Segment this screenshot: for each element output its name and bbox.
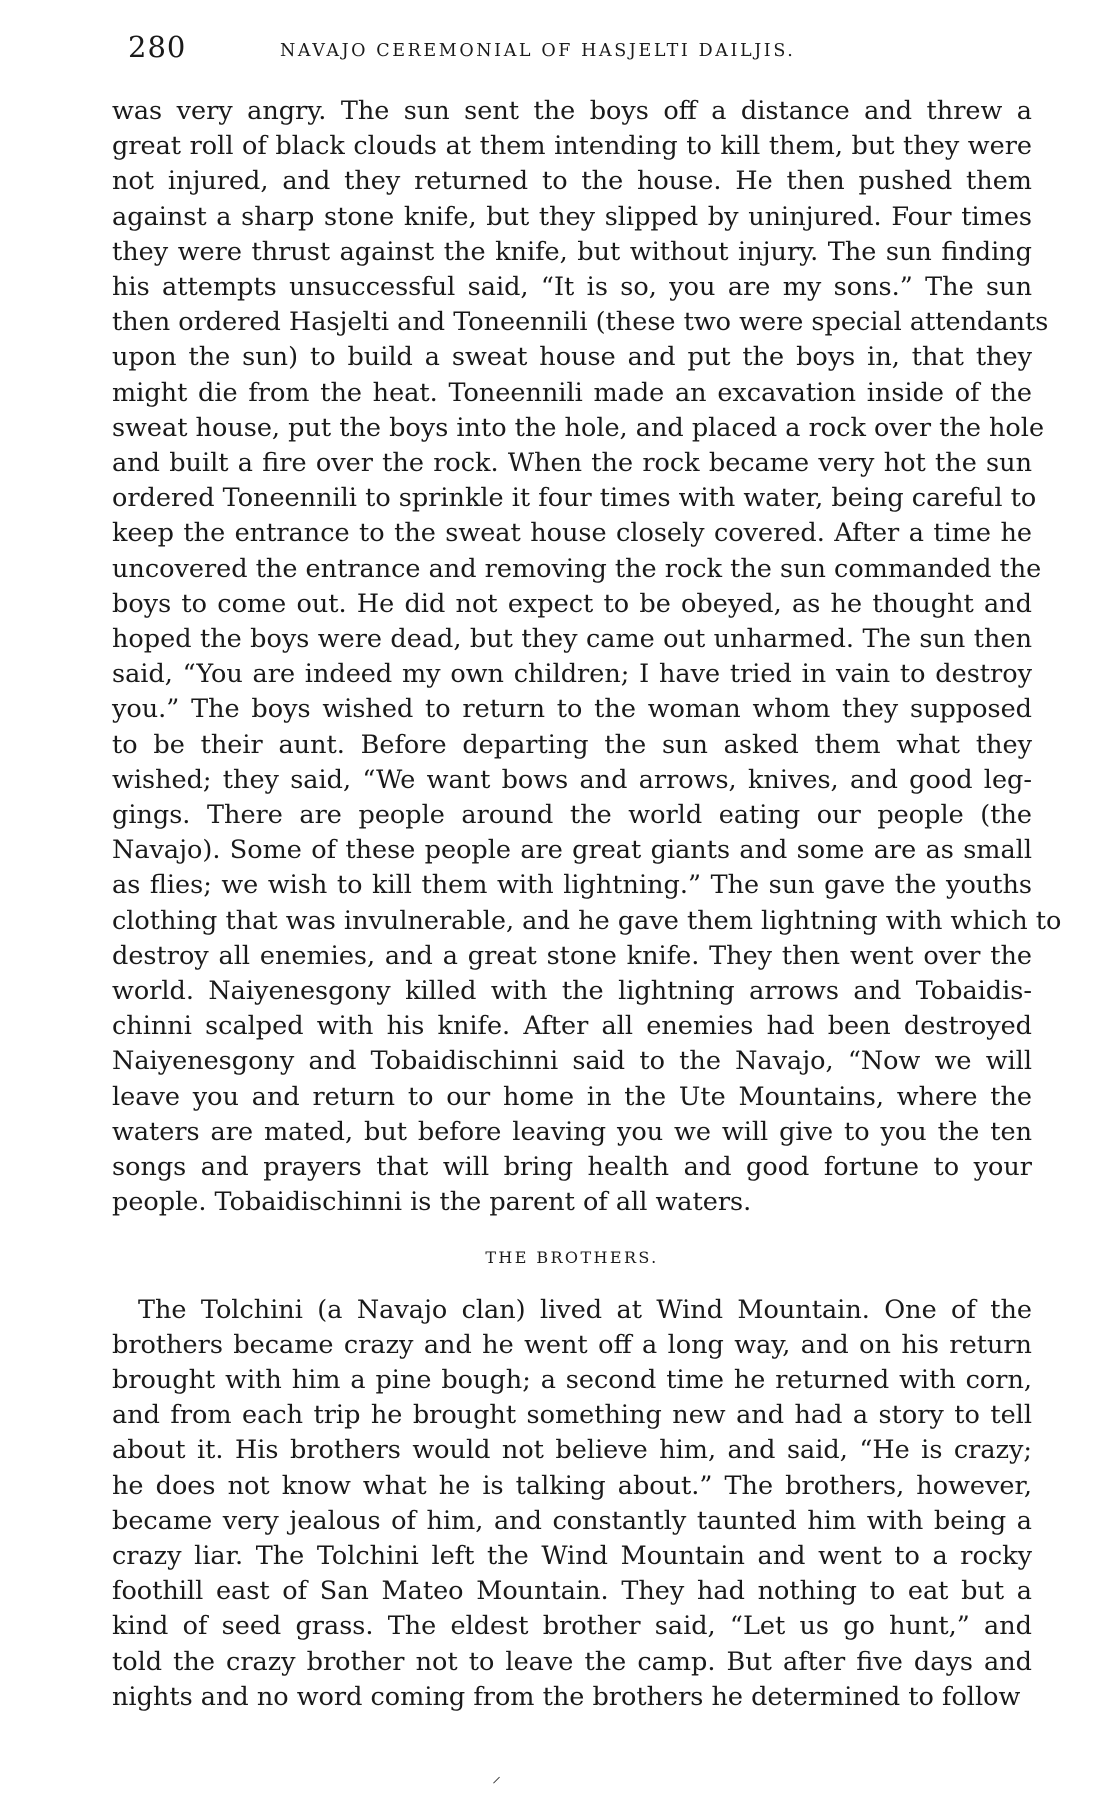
text-line: foothill east of San Mateo Mountain. They had nothing to eat but a bbox=[112, 1576, 1032, 1607]
text-line: they were thrust against the knife, but without injury. The sun finding bbox=[112, 236, 1032, 267]
text-line: clothing that was invulnerable, and he gave them lightning with which to bbox=[112, 905, 1062, 936]
text-line: became very jealous of him, and constantly taunted him with being a bbox=[112, 1505, 1032, 1536]
text-line: boys to come out. He did not expect to be obeyed, as he thought and bbox=[112, 588, 1032, 619]
text-line: and from each trip he brought something new and had a story to tell bbox=[112, 1400, 1032, 1431]
text-line: sweat house, put the boys into the hole, and placed a rock over the hole bbox=[112, 412, 1045, 443]
running-head bbox=[128, 30, 1028, 70]
text-line: upon the sun) to build a sweat house and put the boys in, that they bbox=[112, 342, 1032, 373]
text-line: said, “You are indeed my own children; I have tried in vain to destroy bbox=[112, 659, 1032, 690]
text-line: kind of seed grass. The eldest brother said, “Let us go hunt,” and bbox=[112, 1611, 1032, 1642]
text-line: Naiyenesgony and Tobaidischinni said to the Navajo, “Now we will bbox=[112, 1046, 1032, 1077]
text-line: people. Tobaidischinni is the parent of all waters. bbox=[112, 1187, 752, 1218]
running-title: NAVAJO CEREMONIAL OF HASJELTI DAILJIS. bbox=[280, 41, 796, 61]
page-number: 280 bbox=[128, 30, 187, 64]
text-line: then ordered Hasjelti and Toneennili (these two were special attendants bbox=[112, 307, 1049, 338]
text-line: might die from the heat. Toneennili made an excavation inside of the bbox=[112, 377, 1032, 408]
text-line: great roll of black clouds at them intending to kill them, but they were bbox=[112, 131, 1032, 162]
text-line: waters are mated, but before leaving you we will give to you the ten bbox=[112, 1116, 1032, 1147]
text-line: world. Naiyenesgony killed with the lightning arrows and Tobaidis- bbox=[112, 976, 1032, 1007]
text-line: Navajo). Some of these people are great giants and some are as small bbox=[112, 835, 1032, 866]
text-line: crazy liar. The Tolchini left the Wind Mountain and went to a rocky bbox=[112, 1540, 1032, 1571]
text-line: keep the entrance to the sweat house closely covered. After a time he bbox=[112, 518, 1032, 549]
text-line: as flies; we wish to kill them with lightning.” The sun gave the youths bbox=[112, 870, 1032, 901]
text-line: brought with him a pine bough; a second time he returned with corn, bbox=[112, 1364, 1032, 1395]
text-line: brothers became crazy and he went off a long way, and on his return bbox=[112, 1329, 1032, 1360]
text-line: wished; they said, “We want bows and arrows, knives, and good leg- bbox=[112, 764, 1032, 795]
text-line: The Tolchini (a Navajo clan) lived at Wind Mountain. One of the bbox=[138, 1294, 1032, 1325]
text-line: hoped the boys were dead, but they came out unharmed. The sun then bbox=[112, 624, 1032, 655]
paragraph-the-brothers bbox=[112, 1293, 1032, 1715]
text-line: about it. His brothers would not believe him, and said, “He is crazy; bbox=[112, 1435, 1032, 1466]
text-line: you.” The boys wished to return to the woman whom they supposed bbox=[112, 694, 1032, 725]
section-heading: THE BROTHERS. bbox=[485, 1247, 659, 1267]
text-line: not injured, and they returned to the house. He then pushed them bbox=[112, 166, 1032, 197]
text-line: chinni scalped with his knife. After all enemies had been destroyed bbox=[112, 1011, 1032, 1042]
page-mark: ⸝ bbox=[492, 1766, 501, 1787]
text-line: against a sharp stone knife, but they slipped by uninjured. Four times bbox=[112, 201, 1032, 232]
text-line: destroy all enemies, and a great stone knife. They then went over the bbox=[112, 940, 1032, 971]
text-line: he does not know what he is talking about.” The brothers, however, bbox=[112, 1470, 1032, 1501]
text-line: told the crazy brother not to leave the camp. But after five days and bbox=[112, 1646, 1032, 1677]
text-line: and built a fire over the rock. When the rock became very hot the sun bbox=[112, 448, 1032, 479]
text-line: gings. There are people around the world eating our people (the bbox=[112, 800, 1032, 831]
text-line: his attempts unsuccessful said, “It is so, you are my sons.” The sun bbox=[112, 272, 1032, 303]
text-line: nights and no word coming from the brothers he determined to follow bbox=[112, 1681, 1021, 1712]
text-line: uncovered the entrance and removing the rock the sun commanded the bbox=[112, 553, 1042, 584]
text-line: leave you and return to our home in the Ute Mountains, where the bbox=[112, 1081, 1032, 1112]
text-line: was very angry. The sun sent the boys off a distance and threw a bbox=[112, 96, 1032, 126]
text-line: songs and prayers that will bring health and good fortune to your bbox=[112, 1152, 1032, 1183]
text-line: to be their aunt. Before departing the sun asked them what they bbox=[112, 729, 1032, 760]
paragraph-continued bbox=[112, 94, 1062, 1221]
body-text bbox=[112, 94, 1062, 1715]
text-line: ordered Toneennili to sprinkle it four times with water, being careful to bbox=[112, 483, 1037, 514]
